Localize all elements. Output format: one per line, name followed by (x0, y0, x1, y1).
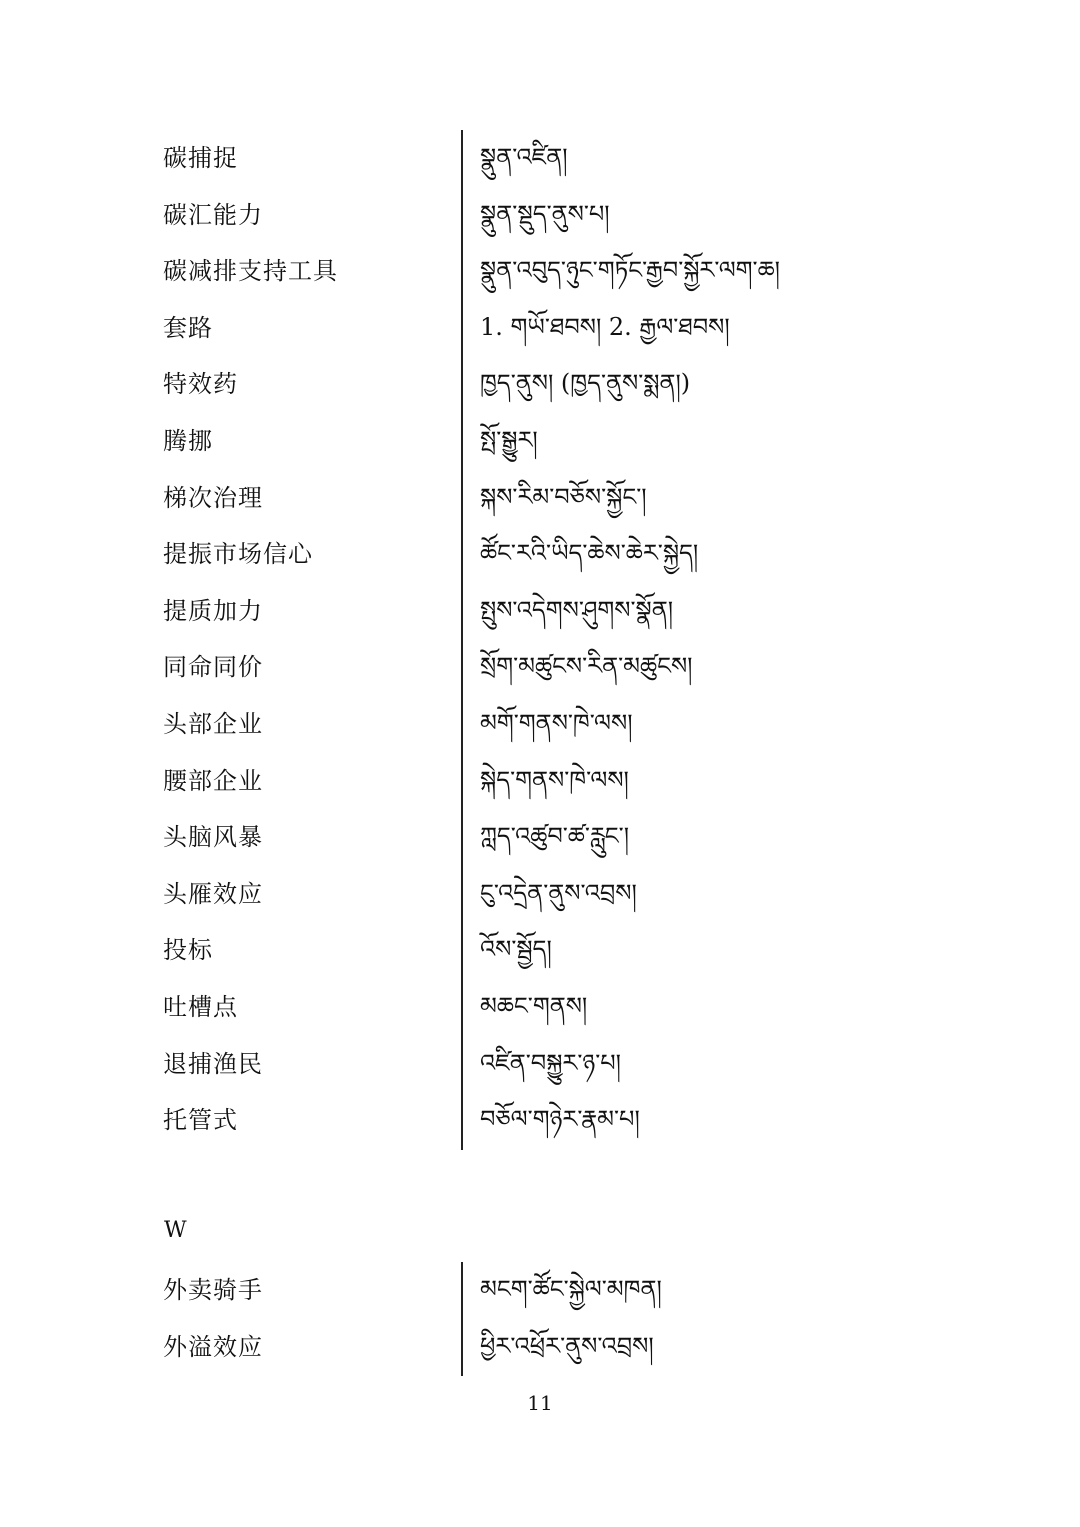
glossary-row (0, 413, 1080, 470)
glossary-row (0, 1092, 1080, 1149)
tibetan-term: ཚོང་རའི་ཡིད་ཆེས་ཆེར་སྐྱེད། (480, 539, 699, 568)
glossary-row (0, 583, 1080, 640)
tibetan-term: སྤུས་འདེགས་ཤུགས་སྣོན། (480, 595, 674, 624)
tibetan-term: ཁྱད་ནུས། (ཁྱད་ནུས་སྨན།) (480, 369, 691, 398)
tibetan-term: མངག་ཚོང་སྐྱེལ་མཁན། (480, 1275, 662, 1303)
glossary-row (0, 526, 1080, 583)
glossary-row (0, 1036, 1080, 1093)
chinese-term: 腾挪 (163, 426, 213, 455)
glossary-row (0, 130, 1080, 187)
chinese-term: 碳汇能力 (163, 200, 263, 229)
tibetan-term: མཆང་གནས། (480, 991, 588, 1020)
glossary-row (0, 300, 1080, 357)
tibetan-term: ཕྱིར་འཕྲོར་ནུས་འབྲས། (480, 1331, 654, 1360)
tibetan-term: བཅོལ་གཉེར་རྣམ་པ། (480, 1105, 640, 1134)
chinese-term: 吐槽点 (163, 992, 238, 1021)
tibetan-term: མགོ་གནས་ཁེ་ལས། (480, 708, 633, 737)
glossary-row (0, 922, 1080, 979)
chinese-term: 碳捕捉 (163, 144, 238, 172)
chinese-term: 提质加力 (163, 596, 263, 625)
section-letter: W (164, 1218, 187, 1243)
glossary-row (0, 1262, 1080, 1319)
tibetan-term: ཀླད་འཚུབ་ཚ་རླུང་། (480, 822, 630, 851)
chinese-term: 头脑风暴 (163, 823, 263, 852)
glossary-row (0, 753, 1080, 810)
chinese-term: 头部企业 (163, 709, 263, 738)
chinese-term: 套路 (163, 313, 213, 342)
chinese-term: 碳减排支持工具 (163, 257, 338, 286)
chinese-term: 提振市场信心 (163, 540, 313, 569)
tibetan-term: 1. གཡོ་ཐབས། 2. རྒྱལ་ཐབས། (480, 312, 730, 341)
glossary-row (0, 243, 1080, 300)
glossary-rows (0, 1262, 1080, 1375)
glossary-row (0, 470, 1080, 527)
glossary-row (0, 187, 1080, 244)
tibetan-term: སྐེད་གནས་ཁེ་ལས། (480, 765, 629, 794)
page-number: 11 (527, 1391, 553, 1415)
chinese-term: 同命同价 (163, 653, 263, 682)
glossary-rows (0, 130, 1080, 1149)
chinese-term: 特效药 (163, 370, 238, 399)
glossary-row (0, 639, 1080, 696)
chinese-term: 头雁效应 (163, 879, 263, 908)
tibetan-term: སྣུན་འཛིན། (480, 143, 568, 171)
tibetan-term: ངུ་འདྲེན་ནུས་འབྲས། (480, 878, 637, 907)
chinese-term: 梯次治理 (163, 483, 263, 512)
chinese-term: 退捕渔民 (163, 1049, 263, 1078)
glossary-row (0, 1319, 1080, 1376)
tibetan-term: འཛིན་བསྐྱུར་ཉ་པ། (480, 1048, 621, 1077)
tibetan-term: སྐས་རིམ་བཅོས་སྐྱོང་། (480, 482, 647, 511)
chinese-term: 托管式 (163, 1106, 238, 1135)
tibetan-term: སྣུན་སྡུད་ནུས་པ། (480, 199, 610, 228)
glossary-row (0, 809, 1080, 866)
tibetan-term: སྤོ་སྒྱུར། (480, 425, 538, 454)
chinese-term: 外卖骑手 (163, 1276, 263, 1304)
glossary-table-2 (0, 1262, 1080, 1375)
tibetan-term: སྣུན་འབུད་ཉུང་གཏོང་རྒྱབ་སྐྱོར་ལག་ཆ། (480, 256, 780, 285)
chinese-term: 投标 (163, 936, 213, 965)
glossary-row (0, 356, 1080, 413)
tibetan-term: སྲོག་མཚུངས་རིན་མཚུངས། (480, 652, 693, 681)
tibetan-term: འོས་སྦྱོད། (480, 935, 552, 964)
chinese-term: 腰部企业 (163, 766, 263, 795)
glossary-table-1 (0, 130, 1080, 1149)
glossary-row (0, 696, 1080, 753)
glossary-row (0, 979, 1080, 1036)
chinese-term: 外溢效应 (163, 1332, 263, 1361)
glossary-row (0, 866, 1080, 923)
